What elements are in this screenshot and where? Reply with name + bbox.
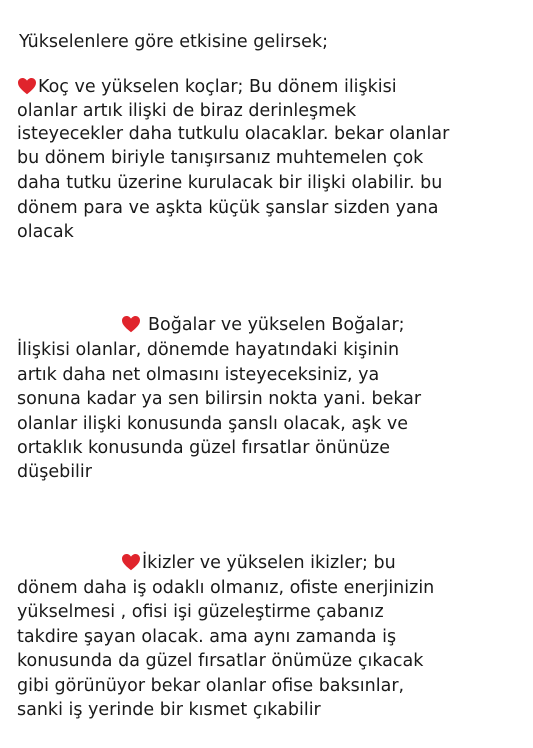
section-koc-line-1: olanlar artık ilişki de biraz derinleşmek (17, 101, 357, 121)
section-ikizler-line-6: sanki iş yerinde bir kısmet çıkabilir (17, 700, 321, 720)
section-ikizler-line-2: yükselmesi , ofisi işi güzeleştirme çabanız (17, 602, 384, 622)
section-heading-text: İkizler ve yükselen ikizler; bu (142, 553, 396, 573)
section-koc-line-4: daha tutku üzerine kurulacak bir ilişki olabilir. bu (17, 173, 443, 193)
section-boga-line-2: artık daha net olmasını isteyeceksiniz, ya (17, 365, 380, 385)
section-heading-text: Koç ve yükselen koçlar; Bu dönem ilişkisi (38, 77, 397, 97)
red-heart-icon (121, 315, 141, 333)
section-koc-line-6: olacak (17, 222, 74, 242)
section-boga-line-1: İlişkisi olanlar, dönemde hayatındaki kişinin (17, 340, 400, 360)
section-koc-line-5: dönem para ve aşkta küçük şanslar sizden yana (17, 198, 439, 218)
section-koc-line-2: isteyecekler daha tutkulu olacaklar. bekar olanlar (17, 124, 450, 144)
section-koc-heading (17, 76, 397, 98)
section-koc-line-3: bu dönem biriyle tanışırsanız muhtemelen çok (17, 148, 424, 168)
section-ikizler-line-5: gibi görünüyor bekar olanlar ofise baksınlar, (17, 676, 405, 696)
intro-text: Yükselenlere göre etkisine gelirsek; (19, 32, 328, 52)
red-heart-icon (17, 77, 37, 95)
section-boga-line-6: düşebilir (17, 462, 92, 482)
section-boga-line-5: ortaklık konusunda güzel fırsatlar önünüze (17, 438, 391, 458)
section-ikizler-heading (121, 552, 396, 574)
section-ikizler-line-3: takdire şayan olacak. ama aynı zamanda iş (17, 627, 397, 647)
section-ikizler-line-4: konusunda da güzel fırsatlar önümüze çıkacak (17, 651, 424, 671)
section-boga-line-4: olanlar ilişki konusunda şanslı olacak, aşk ve (17, 414, 408, 434)
section-ikizler-line-1: dönem daha iş odaklı olmanız, ofiste enerjinizin (17, 578, 435, 598)
section-boga-line-3: sonuna kadar ya sen bilirsin nokta yani. bekar (17, 389, 422, 409)
section-boga-heading (121, 314, 405, 336)
red-heart-icon (121, 553, 141, 571)
section-heading-text: Boğalar ve yükselen Boğalar; (148, 315, 405, 335)
